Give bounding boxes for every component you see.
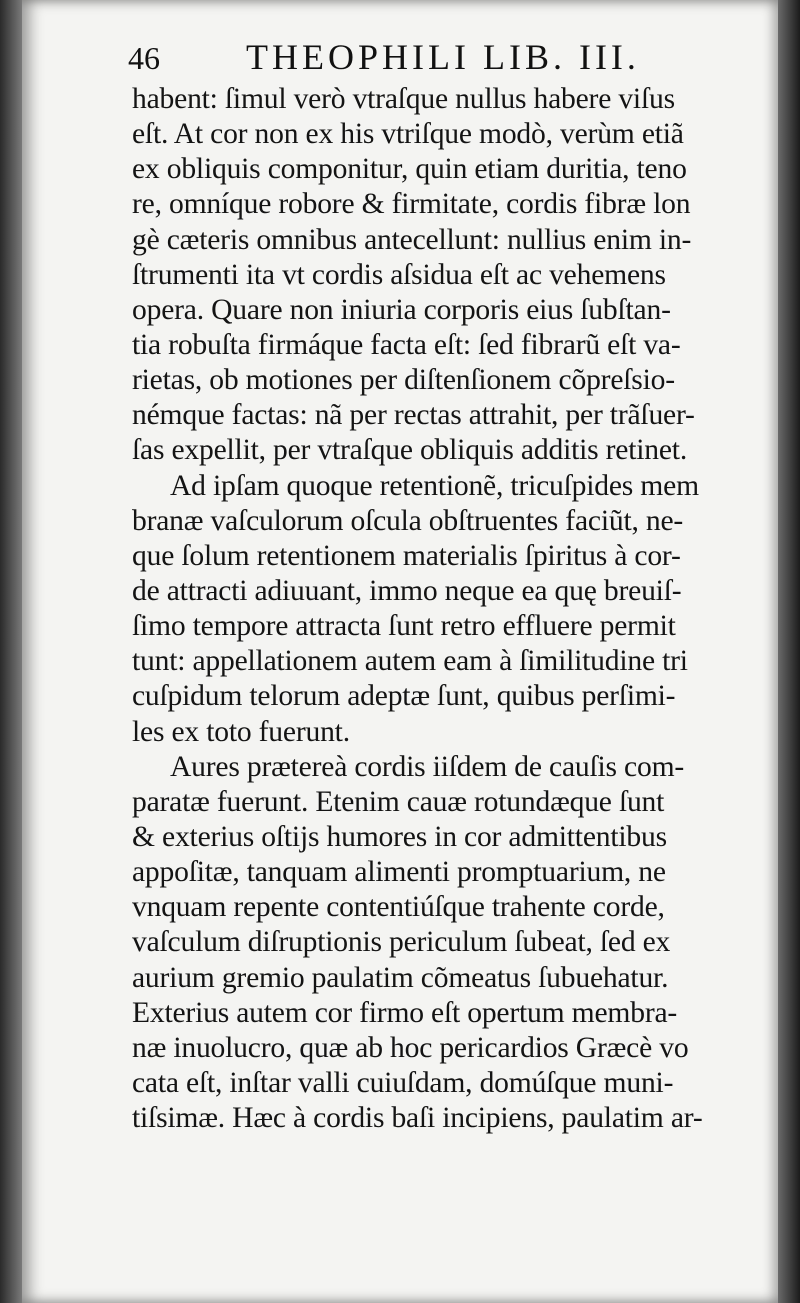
text-line-paragraph-start: Aures prætereà cordis iiſdem de cauſis com- [170,750,685,783]
page-header [128,36,768,86]
body-text [132,82,764,1136]
text-line: vaſculum diſruptionis periculum ſubeat, ſed ex [132,926,671,959]
text-line: opera. Quare non iniuria corporis eius ſubſtan- [132,293,671,326]
text-line: & exterius oſtijs humores in cor admittentibus [132,820,667,853]
text-line: ſtrumenti ita vt cordis aſsidua eſt ac vehemens [132,258,666,291]
text-line: gè cæteris omnibus antecellunt: nullius enim in- [132,223,692,256]
text-line: que ſolum retentionem materialis ſpiritus à cor- [132,539,681,572]
text-line: re, omníque robore & firmitate, cordis fibræ lon [132,188,691,221]
running-title: THEOPHILI LIB. III. [246,37,640,77]
text-line-paragraph-start: Ad ipſam quoque retentionẽ, tricuſpides mem [170,469,699,502]
text-line: branæ vaſculorum oſcula obſtruentes faciũt, ne- [132,504,684,537]
text-line: cuſpidum telorum adeptæ ſunt, quibus perſimi- [132,680,676,713]
text-line: tiſsimæ. Hæc à cordis baſi incipiens, paulatim ar- [132,1102,703,1135]
text-line: appoſitæ, tanquam alimenti promptuarium, ne [132,856,666,889]
text-line: vnquam repente contentiúſque trahente corde, [132,891,665,924]
page-number: 46 [128,40,160,76]
page-edge-shadow [778,0,800,1303]
text-line: de attracti adiuuant, immo neque ea quę breuiſ- [132,574,682,607]
text-line: cata eſt, inſtar valli cuiuſdam, domúſque muni- [132,1066,674,1099]
text-line: ex obliquis componitur, quin etiam duritia, teno [132,153,687,186]
text-line: némque factas: nã per rectas attrahit, per trãſuer- [132,399,695,432]
text-line: Exterius autem cor firmo eſt opertum membra- [132,996,678,1029]
text-line: eſt. At cor non ex his vtriſque modò, verùm etiã [132,118,684,151]
book-spine-shadow [0,0,22,1303]
text-line: tunt: appellationem autem eam à ſimilitudine tri [132,645,688,678]
text-line: tia robuſta firmáque facta eſt: ſed fibrarũ eſt va- [132,328,681,361]
text-line: ſas expellit, per vtraſque obliquis additis retinet. [132,434,688,467]
text-line: paratæ fuerunt. Etenim cauæ rotundæque ſunt [132,785,665,818]
text-line: næ inuolucro, quæ ab hoc pericardios Græcè vo [132,1031,689,1064]
text-line: les ex toto fuerunt. [132,715,350,748]
text-line: habent: ſimul verò vtraſque nullus habere viſus [132,83,675,115]
text-line: rietas, ob motiones per diſtenſionem cõpreſsio- [132,364,675,397]
text-line: aurium gremio paulatim cõmeatus ſubuehatur. [132,961,669,994]
text-line: ſimo tempore attracta ſunt retro effluere permit [132,610,676,643]
